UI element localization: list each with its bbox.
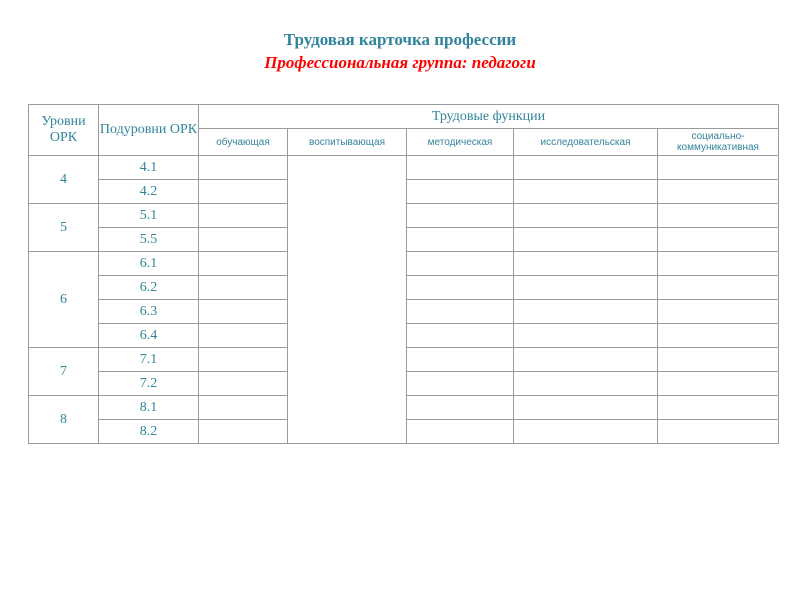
level-cell: 7	[29, 348, 99, 396]
table-row	[29, 156, 779, 180]
function-cell[interactable]	[199, 228, 288, 252]
function-cell[interactable]	[658, 396, 779, 420]
function-cell[interactable]	[199, 420, 288, 444]
sublevel-cell: 8.2	[99, 420, 199, 444]
function-cell[interactable]	[514, 276, 658, 300]
function-cell[interactable]	[199, 252, 288, 276]
function-cell[interactable]	[407, 372, 514, 396]
function-cell[interactable]	[658, 252, 779, 276]
function-cell[interactable]	[658, 324, 779, 348]
function-cell[interactable]	[658, 156, 779, 180]
sublevel-cell: 8.1	[99, 396, 199, 420]
page-subtitle: Профессиональная группа: педагоги	[264, 53, 536, 72]
function-cell[interactable]	[407, 420, 514, 444]
function-cell[interactable]	[514, 252, 658, 276]
level-cell: 4	[29, 156, 99, 204]
function-cell[interactable]	[199, 396, 288, 420]
sublevel-cell: 6.1	[99, 252, 199, 276]
sublevel-cell: 6.4	[99, 324, 199, 348]
function-cell[interactable]	[407, 252, 514, 276]
function-cell[interactable]	[514, 228, 658, 252]
function-cell[interactable]	[407, 396, 514, 420]
function-cell[interactable]	[407, 228, 514, 252]
header-sublevels: Подуровни ОРК	[99, 105, 199, 156]
function-cell[interactable]	[199, 156, 288, 180]
function-cell[interactable]	[407, 276, 514, 300]
function-cell[interactable]	[407, 180, 514, 204]
function-cell[interactable]	[514, 396, 658, 420]
header-levels: Уровни ОРК	[29, 105, 99, 156]
function-cell[interactable]	[199, 300, 288, 324]
function-cell-merged[interactable]	[288, 156, 407, 444]
function-cell[interactable]	[658, 204, 779, 228]
function-cell[interactable]	[514, 156, 658, 180]
function-cell[interactable]	[514, 204, 658, 228]
function-cell[interactable]	[407, 204, 514, 228]
function-cell[interactable]	[514, 420, 658, 444]
page-title: Трудовая карточка профессии	[283, 30, 517, 49]
level-cell: 5	[29, 204, 99, 252]
sublevel-cell: 5.5	[99, 228, 199, 252]
sublevel-cell: 4.2	[99, 180, 199, 204]
function-cell[interactable]	[199, 348, 288, 372]
function-cell[interactable]	[658, 348, 779, 372]
header-function-upbringing: воспитывающая	[288, 129, 407, 156]
header-function-methodical: методическая	[407, 129, 514, 156]
header-function-social-communicative: социально-коммуникативная	[658, 129, 779, 156]
function-cell[interactable]	[658, 372, 779, 396]
function-cell[interactable]	[658, 420, 779, 444]
function-cell[interactable]	[658, 180, 779, 204]
header-function-teaching: обучающая	[199, 129, 288, 156]
function-cell[interactable]	[199, 372, 288, 396]
function-cell[interactable]	[658, 228, 779, 252]
function-cell[interactable]	[514, 348, 658, 372]
function-cell[interactable]	[514, 180, 658, 204]
sublevel-cell: 5.1	[99, 204, 199, 228]
level-cell: 8	[29, 396, 99, 444]
labor-card-table	[28, 104, 779, 444]
function-cell[interactable]	[658, 276, 779, 300]
function-cell[interactable]	[514, 324, 658, 348]
sublevel-cell: 6.3	[99, 300, 199, 324]
function-cell[interactable]	[514, 372, 658, 396]
header-function-research: исследовательская	[514, 129, 658, 156]
function-cell[interactable]	[407, 300, 514, 324]
function-cell[interactable]	[199, 324, 288, 348]
function-cell[interactable]	[199, 180, 288, 204]
sublevel-cell: 7.1	[99, 348, 199, 372]
function-cell[interactable]	[407, 324, 514, 348]
function-cell[interactable]	[514, 300, 658, 324]
function-cell[interactable]	[199, 276, 288, 300]
function-cell[interactable]	[407, 156, 514, 180]
function-cell[interactable]	[199, 204, 288, 228]
sublevel-cell: 4.1	[99, 156, 199, 180]
level-cell: 6	[29, 252, 99, 348]
sublevel-cell: 7.2	[99, 372, 199, 396]
function-cell[interactable]	[658, 300, 779, 324]
function-cell[interactable]	[407, 348, 514, 372]
sublevel-cell: 6.2	[99, 276, 199, 300]
header-labor-functions: Трудовые функции	[199, 105, 779, 129]
